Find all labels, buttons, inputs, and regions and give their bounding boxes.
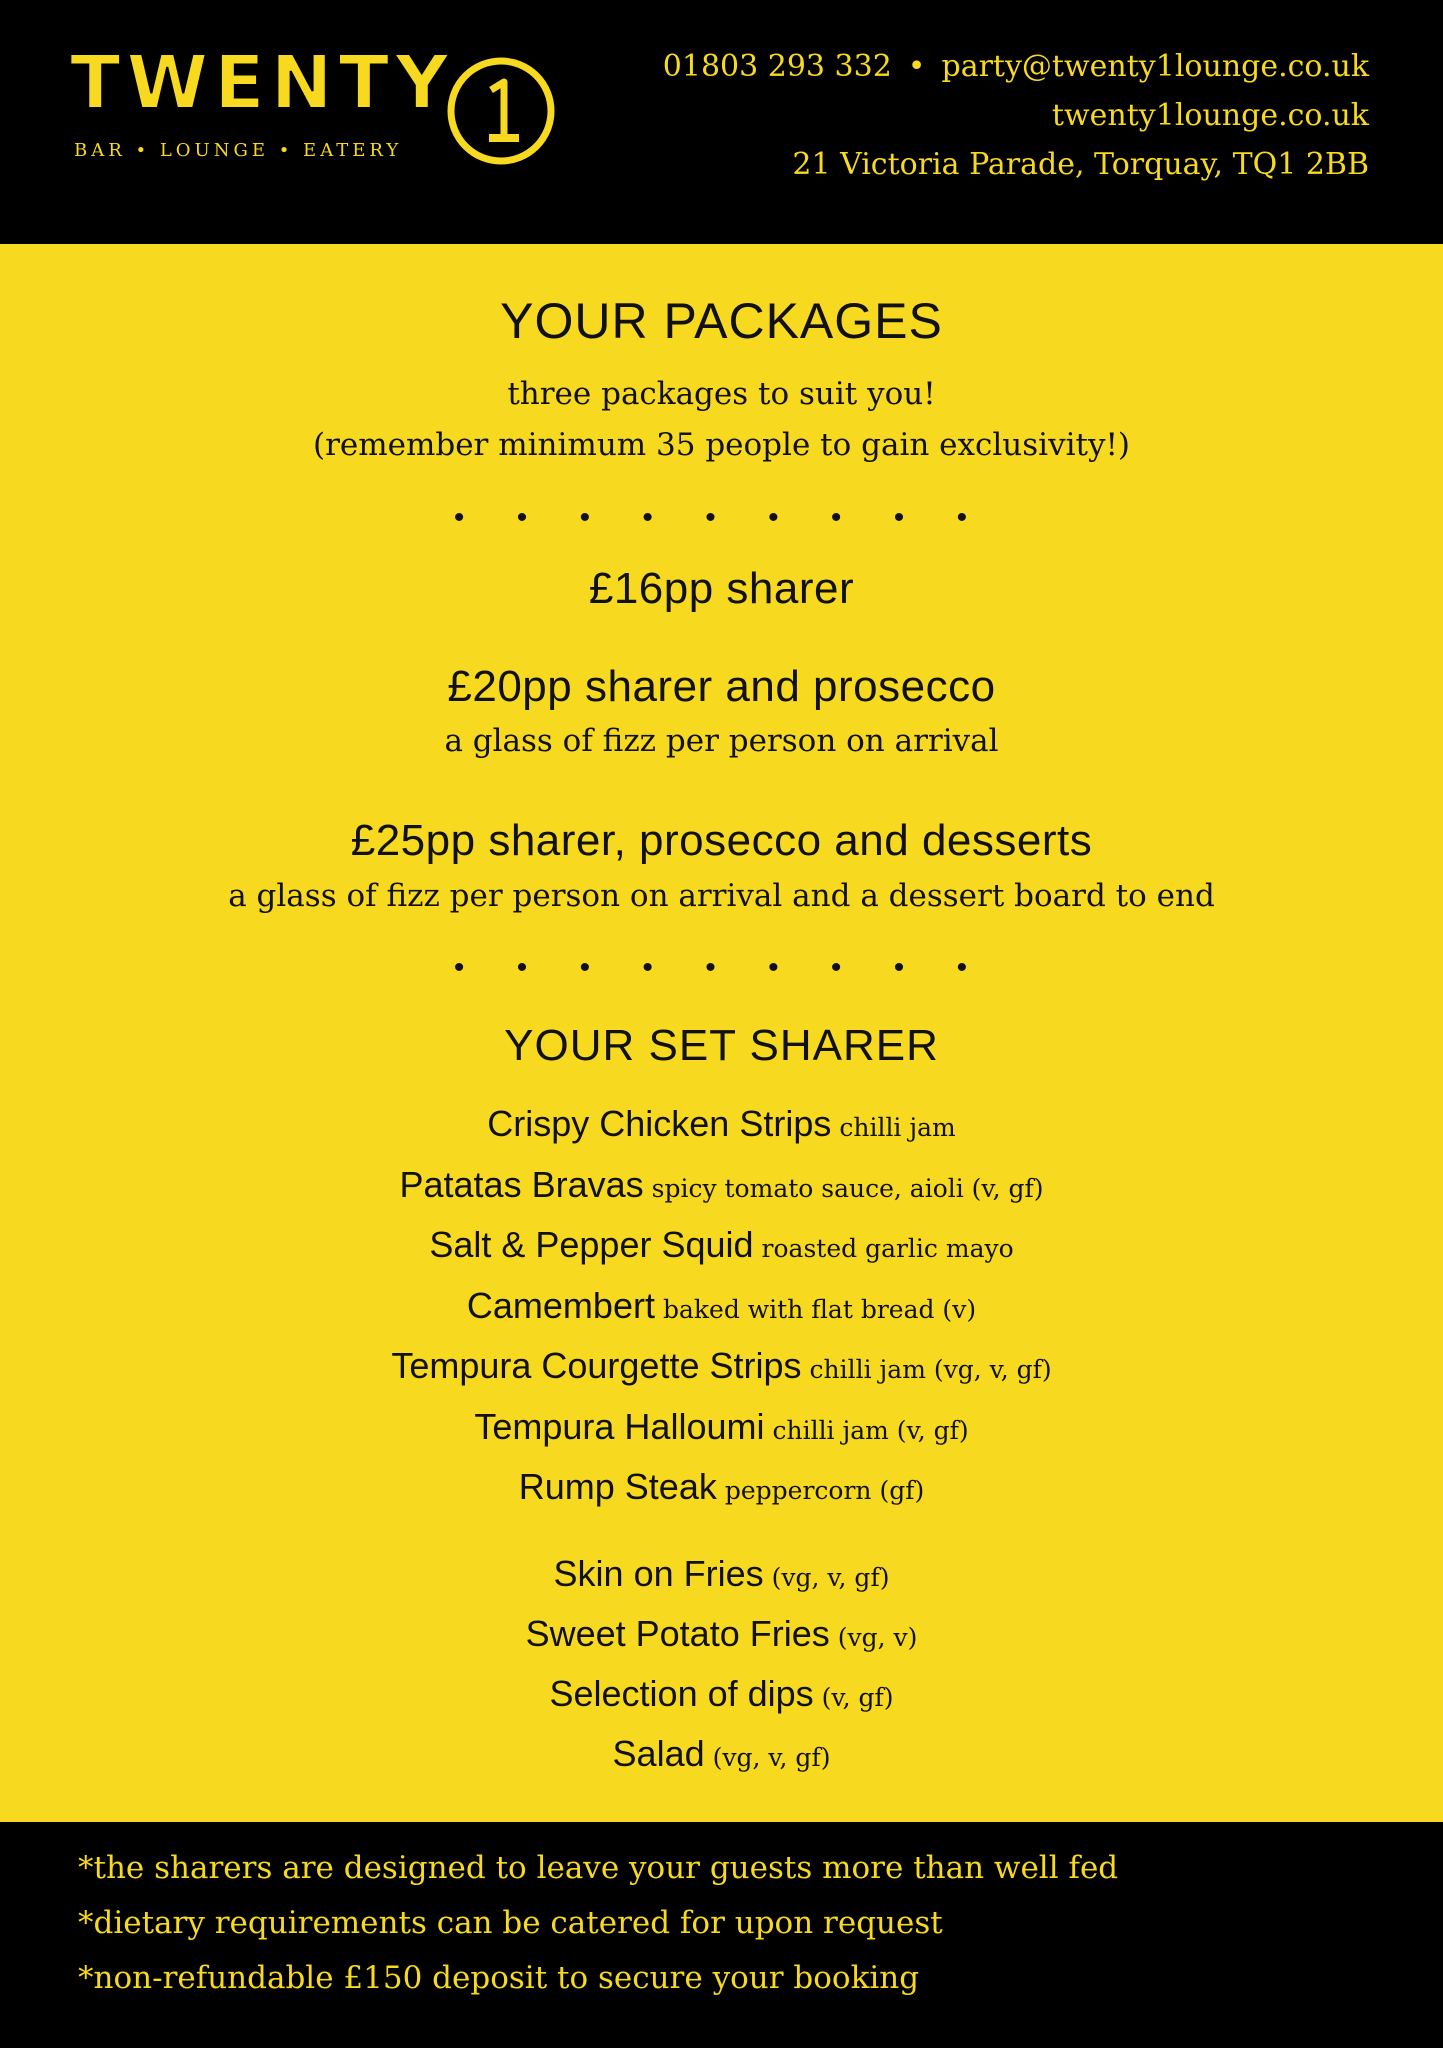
menu-item xyxy=(0,1345,1443,1387)
menu-item-name: Crispy Chicken Strips xyxy=(487,1103,832,1144)
contact-line-phone-email xyxy=(663,42,1369,91)
email-link[interactable]: party@twenty1lounge.co.uk xyxy=(941,49,1369,84)
menu-item-desc: peppercorn (gf) xyxy=(724,1476,925,1505)
side-item-name: Sweet Potato Fries xyxy=(525,1613,830,1654)
side-item-name: Selection of dips xyxy=(549,1673,814,1714)
menu-item xyxy=(0,1103,1443,1145)
side-item xyxy=(0,1613,1443,1655)
website-link[interactable]: twenty1lounge.co.uk xyxy=(1051,98,1369,133)
menu-item-name: Tempura Courgette Strips xyxy=(391,1345,802,1386)
packages-title: YOUR PACKAGES xyxy=(500,293,943,349)
menu-item-desc: roasted garlic mayo xyxy=(761,1234,1014,1263)
logo-wordmark: TWENTY xyxy=(70,40,455,126)
side-item-desc: (vg, v, gf) xyxy=(771,1563,890,1592)
menu-body xyxy=(0,244,1443,1822)
footer-note: *the sharers are designed to leave your guests more than well fed xyxy=(78,1850,1119,1886)
menu-item-desc: baked with flat bread (v) xyxy=(662,1295,977,1324)
menu-item xyxy=(0,1285,1443,1327)
side-item xyxy=(0,1733,1443,1775)
menu-item-name: Salt & Pepper Squid xyxy=(429,1224,754,1265)
header-bar xyxy=(0,0,1443,244)
phone-number[interactable]: 01803 293 332 xyxy=(662,49,892,84)
menu-item-name: Tempura Halloumi xyxy=(474,1406,765,1447)
side-item-desc: (v, gf) xyxy=(821,1683,894,1712)
divider-dots: • • • • • • • • • xyxy=(453,501,990,534)
footer-note: *dietary requirements can be catered for upon request xyxy=(78,1905,943,1941)
brand-logo[interactable] xyxy=(70,40,590,176)
logo-one-emblem-icon xyxy=(446,56,556,166)
side-item xyxy=(0,1553,1443,1595)
package-option-description: a glass of fizz per person on arrival xyxy=(444,723,999,759)
package-option-title: £25pp sharer, prosecco and desserts xyxy=(350,816,1093,865)
menu-item-name: Camembert xyxy=(466,1285,655,1326)
side-item-desc: (vg, v, gf) xyxy=(712,1743,831,1772)
menu-item-name: Patatas Bravas xyxy=(399,1164,644,1205)
divider-dots: • • • • • • • • • xyxy=(453,951,990,984)
menu-item-desc: chilli jam (v, gf) xyxy=(772,1416,969,1445)
side-item-desc: (vg, v) xyxy=(837,1623,918,1652)
footer-bar xyxy=(0,1822,1443,2048)
sharer-title: YOUR SET SHARER xyxy=(504,1021,939,1070)
menu-item-desc: chilli jam xyxy=(839,1113,956,1142)
logo-tagline: BAR • LOUNGE • EATERY xyxy=(74,140,403,161)
package-option-description: a glass of fizz per person on arrival and a dessert board to end xyxy=(228,878,1215,914)
package-option-title: £20pp sharer and prosecco xyxy=(447,662,996,711)
package-option-title: £16pp sharer xyxy=(588,564,855,613)
menu-item-desc: spicy tomato sauce, aioli (v, gf) xyxy=(651,1174,1044,1203)
side-item-name: Skin on Fries xyxy=(553,1553,764,1594)
menu-item-name: Rump Steak xyxy=(518,1466,717,1507)
address: 21 Victoria Parade, Torquay, TQ1 2BB xyxy=(792,147,1369,182)
menu-item-desc: chilli jam (vg, v, gf) xyxy=(809,1355,1052,1384)
menu-item xyxy=(0,1466,1443,1508)
footer-note: *non-refundable £150 deposit to secure your booking xyxy=(78,1960,920,1996)
contact-block xyxy=(663,42,1369,189)
menu-item xyxy=(0,1224,1443,1266)
side-item-name: Salad xyxy=(612,1733,705,1774)
separator-dot: • xyxy=(907,49,926,84)
menu-item xyxy=(0,1164,1443,1206)
side-item xyxy=(0,1673,1443,1715)
packages-note: (remember minimum 35 people to gain exclusivity!) xyxy=(312,427,1131,463)
packages-subtitle: three packages to suit you! xyxy=(507,376,936,412)
menu-item xyxy=(0,1406,1443,1448)
